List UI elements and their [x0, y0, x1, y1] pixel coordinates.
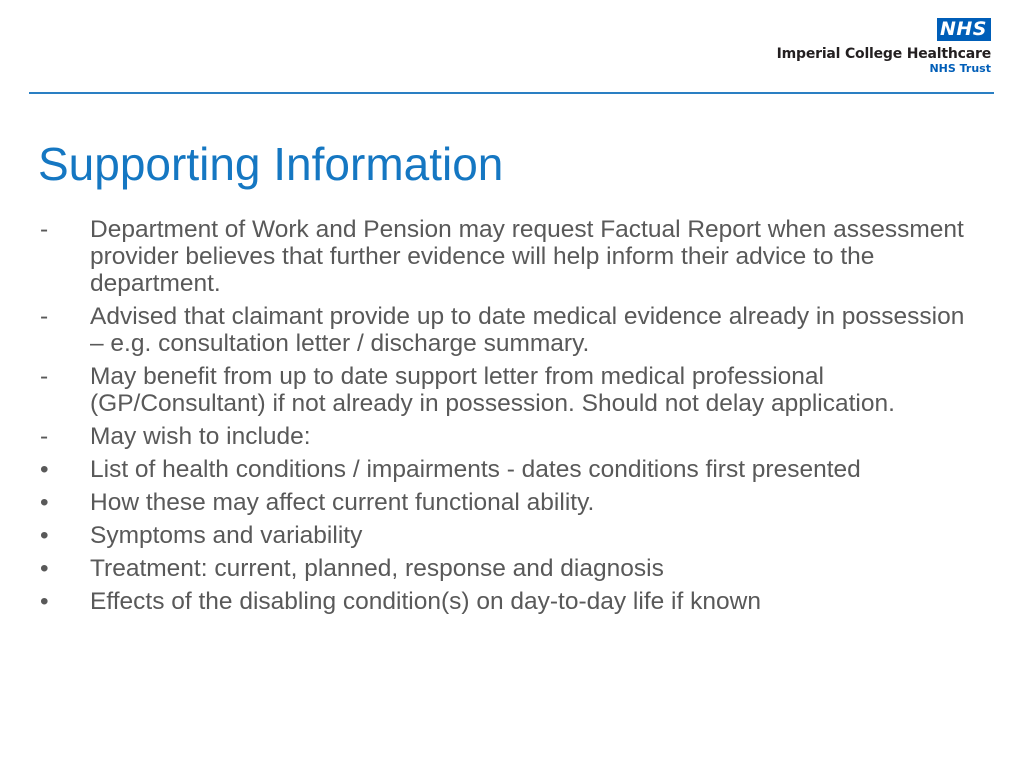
bullet-item	[38, 555, 973, 582]
bullet-item	[38, 489, 973, 516]
bullet-text: Treatment: current, planned, response and diagnosis	[90, 555, 664, 582]
bullet-text: Symptoms and variability	[90, 522, 363, 549]
bullet-item	[38, 423, 973, 450]
bullet-marker: -	[40, 423, 49, 450]
bullet-marker: •	[40, 522, 49, 549]
bullet-item	[38, 303, 973, 357]
bullet-text: Department of Work and Pension may request Factual Report when assessment provider believes that further evidence will help inform their advice to the department.	[90, 216, 964, 297]
organization-subtitle: NHS Trust	[929, 62, 991, 75]
bullet-text: Effects of the disabling condition(s) on day-to-day life if known	[90, 588, 761, 615]
nhs-badge: NHS	[937, 18, 991, 41]
bullet-item	[38, 216, 973, 297]
bullet-text: May wish to include:	[90, 423, 311, 450]
bullet-marker: -	[40, 216, 49, 243]
bullet-marker: •	[40, 555, 49, 582]
bullet-marker: -	[40, 363, 49, 390]
bullet-text: Advised that claimant provide up to date medical evidence already in possession – e.g. consultation letter / discharge summary.	[90, 303, 965, 357]
bullet-list	[38, 216, 973, 621]
bullet-marker: •	[40, 588, 49, 615]
bullet-marker: •	[40, 489, 49, 516]
bullet-marker: •	[40, 456, 49, 483]
nhs-trust-logo	[777, 18, 991, 76]
bullet-item	[38, 588, 973, 615]
header-divider	[29, 92, 994, 94]
bullet-item	[38, 456, 973, 483]
bullet-text: List of health conditions / impairments - dates conditions first presented	[90, 456, 861, 483]
bullet-text: May benefit from up to date support letter from medical professional (GP/Consultant) if not already in possession. Should not delay application.	[90, 363, 895, 417]
bullet-marker: -	[40, 303, 49, 330]
bullet-text: How these may affect current functional ability.	[90, 489, 595, 516]
bullet-item	[38, 363, 973, 417]
bullet-item	[38, 522, 973, 549]
slide-title: Supporting Information	[38, 138, 504, 190]
organization-name: Imperial College Healthcare	[776, 46, 991, 62]
